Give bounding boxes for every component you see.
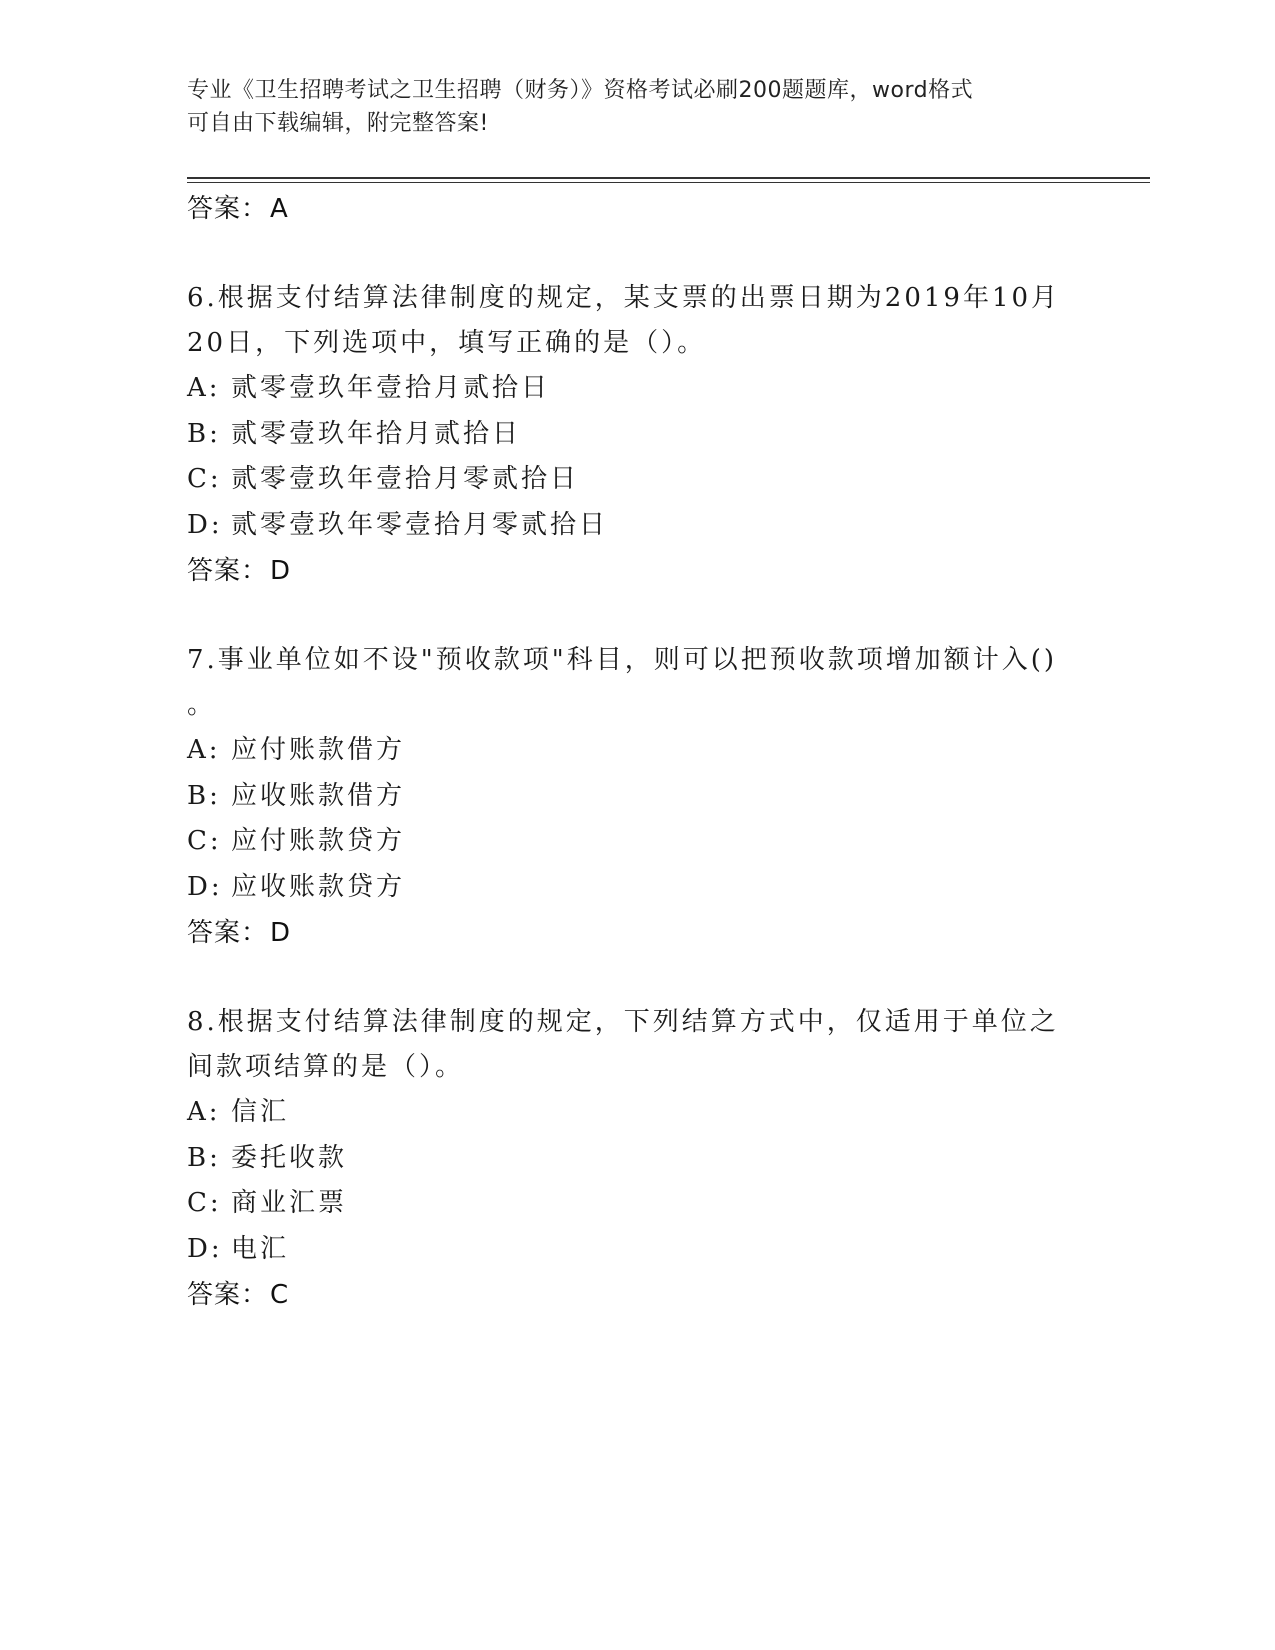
option-key: C: xyxy=(187,464,222,494)
option-b xyxy=(187,412,1067,458)
question-block xyxy=(187,1000,1067,1318)
option-c xyxy=(187,1181,1067,1227)
option-text: 电汇 xyxy=(231,1233,290,1264)
answer-label: 答案： xyxy=(187,556,269,586)
option-key: A: xyxy=(187,373,221,403)
question-text-line-2: 间款项结算的是（）。 xyxy=(187,1052,465,1082)
option-d xyxy=(187,865,1067,911)
option-text: 贰零壹玖年壹拾月贰拾日 xyxy=(231,373,551,403)
answer-label: 答案： xyxy=(187,194,269,224)
spacer xyxy=(187,594,1067,638)
question-text-line-2: 20日，下列选项中，填写正确的是（）。 xyxy=(187,328,707,358)
answer-label: 答案： xyxy=(187,918,269,948)
option-d xyxy=(187,503,1067,549)
option-key: B: xyxy=(187,1142,221,1173)
option-c xyxy=(187,457,1067,503)
answer-value: A xyxy=(270,194,289,224)
question-block xyxy=(187,276,1067,594)
option-text: 应收账款借方 xyxy=(231,780,406,811)
answer-line xyxy=(187,910,1067,956)
option-key: A: xyxy=(187,1097,221,1127)
answer-value: D xyxy=(270,918,292,948)
header-divider-thin xyxy=(187,182,1150,183)
question-list xyxy=(187,186,1067,1318)
spacer xyxy=(187,956,1067,1000)
option-a xyxy=(187,1090,1067,1136)
option-text: 委托收款 xyxy=(231,1142,348,1173)
option-key: D: xyxy=(187,871,223,902)
option-key: D: xyxy=(187,509,223,540)
document-header xyxy=(187,74,1067,140)
option-key: C: xyxy=(187,826,222,856)
option-b xyxy=(187,1136,1067,1182)
question-text-line-1: 7.事业单位如不设"预收款项"科目，则可以把预收款项增加额计入() xyxy=(187,645,1058,675)
option-key: A: xyxy=(187,735,221,765)
answer-value: D xyxy=(270,556,292,586)
option-d xyxy=(187,1227,1067,1273)
option-text: 贰零壹玖年壹拾月零贰拾日 xyxy=(231,464,580,494)
option-c xyxy=(187,819,1067,865)
answer-value: C xyxy=(270,1280,290,1310)
option-key: B: xyxy=(187,418,221,449)
option-b xyxy=(187,774,1067,820)
option-key: C: xyxy=(187,1188,222,1218)
spacer xyxy=(187,232,1067,276)
header-line-2: 可自由下载编辑，附完整答案! xyxy=(187,111,489,136)
option-a xyxy=(187,728,1067,774)
option-text: 商业汇票 xyxy=(231,1188,348,1218)
question-text-line-1: 8.根据支付结算法律制度的规定，下列结算方式中，仅适用于单位之 xyxy=(187,1007,1059,1037)
option-text: 应付账款借方 xyxy=(231,735,406,765)
answer-line xyxy=(187,1272,1067,1318)
answer-line xyxy=(187,186,1067,232)
header-line-1: 专业《卫生招聘考试之卫生招聘（财务）》资格考试必刷200题题库，word格式 xyxy=(187,78,974,103)
option-key: D: xyxy=(187,1233,223,1264)
option-text: 贰零壹玖年零壹拾月零贰拾日 xyxy=(231,509,609,540)
question-text-line-1: 6.根据支付结算法律制度的规定，某支票的出票日期为2019年10月 xyxy=(187,283,1061,313)
option-text: 应收账款贷方 xyxy=(231,871,406,902)
option-text: 信汇 xyxy=(231,1097,290,1127)
option-key: B: xyxy=(187,780,221,811)
header-divider-thick xyxy=(187,177,1150,179)
answer-label: 答案： xyxy=(187,1280,269,1310)
option-a xyxy=(187,366,1067,412)
question-block xyxy=(187,638,1067,956)
option-text: 应付账款贷方 xyxy=(231,826,406,856)
question-text-line-2: 。 xyxy=(187,690,217,720)
option-text: 贰零壹玖年拾月贰拾日 xyxy=(231,418,522,449)
answer-line xyxy=(187,548,1067,594)
